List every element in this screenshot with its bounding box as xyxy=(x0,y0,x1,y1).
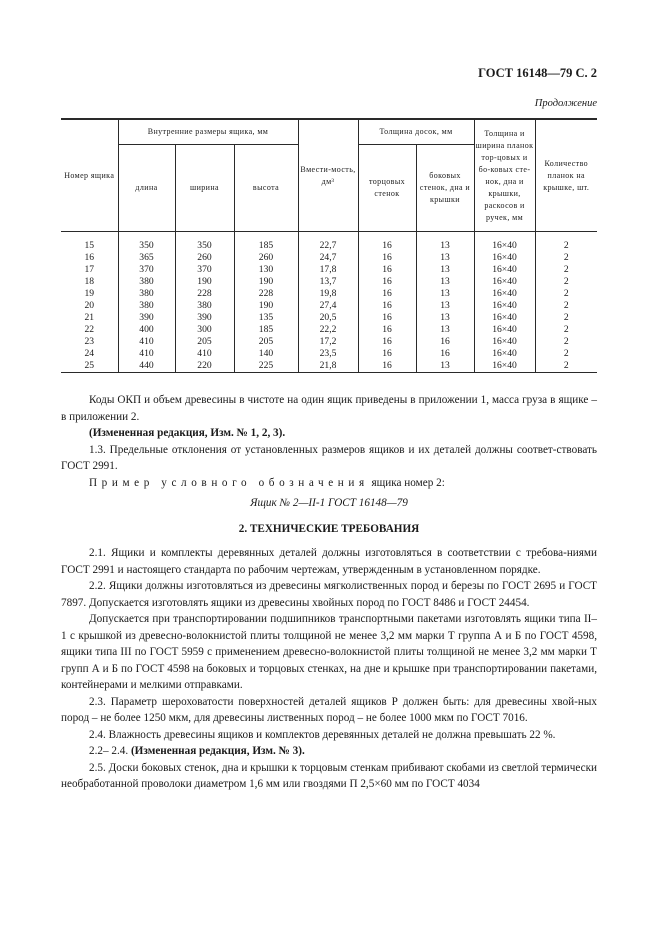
table-cell: 16 xyxy=(358,276,416,288)
table-cell: 16×40 xyxy=(474,324,535,336)
table-cell: 19,8 xyxy=(298,288,358,300)
paragraph-2-1: 2.1. Ящики и комплекты деревянных деталей должны изготовляться в соответствии с требова-ниями ГОСТ 2991 и настоящего стандарта по рабочим чертежам, утвержденным в установленном порядке. xyxy=(61,547,597,576)
table-row xyxy=(61,324,597,336)
table-cell: 300 xyxy=(175,324,234,336)
header-inner-dims: Внутренние размеры ящика, мм xyxy=(118,119,298,145)
header-capacity: Вмести-мость, дм³ xyxy=(298,119,358,232)
section-title: 2. ТЕХНИЧЕСКИЕ ТРЕБОВАНИЯ xyxy=(238,523,420,535)
table-cell: 350 xyxy=(175,240,234,252)
paragraph-2-5: 2.5. Доски боковых стенок, дна и крышки к торцовым стенкам прибивают скобами из светлой термически необработанной проволоки диаметром 1,6 мм или гвоздями П 2,5×60 мм по ГОСТ 4034 xyxy=(61,761,597,790)
table-cell: 2 xyxy=(535,264,597,276)
table-cell: 190 xyxy=(234,276,298,288)
table-row xyxy=(61,348,597,360)
table-cell: 2 xyxy=(535,336,597,348)
table-cell: 13 xyxy=(416,288,474,300)
table-spacer-row xyxy=(61,232,597,241)
table-cell: 13,7 xyxy=(298,276,358,288)
table-cell: 16×40 xyxy=(474,360,535,373)
table-cell: 13 xyxy=(416,264,474,276)
header-side-walls: боковых стенок, дна и крышки xyxy=(416,145,474,232)
table-cell: 23,5 xyxy=(298,348,358,360)
table-cell: 350 xyxy=(118,240,175,252)
table-cell: 19 xyxy=(84,288,95,299)
table-cell: 16×40 xyxy=(474,240,535,252)
table-cell: 390 xyxy=(175,312,234,324)
table-cell: 2 xyxy=(535,312,597,324)
table-cell: 23 xyxy=(84,336,95,347)
table-cell: 185 xyxy=(234,240,298,252)
table-cell: 24,7 xyxy=(298,252,358,264)
table-cell: 2 xyxy=(535,288,597,300)
example-rest: ящика номер 2: xyxy=(368,476,445,489)
table-cell: 260 xyxy=(175,252,234,264)
table-row xyxy=(61,252,597,264)
paragraph-transport: Допускается при транспортировании подшипников транспортными пакетами изготовлять ящики типа II–1 с крышкой из древесно-волокнистой плиты толщиной не менее 3,2 мм марки Т группа А и Б по ГОСТ 4598, ящики типа III по ГОСТ 5959 с применением древесно-волокнистой плиты толщиной не менее 3,2 мм марки Т групп А и Б по ГОСТ 4598 на боковых и торцовых стенках, на дне и крышке при транспортировании пакетами, контейнерами и мелкими отправками. xyxy=(61,613,597,691)
table-cell: 16×40 xyxy=(474,336,535,348)
header-number: Номер ящика xyxy=(61,119,118,232)
table-row xyxy=(61,336,597,348)
table-cell: 135 xyxy=(234,312,298,324)
header-plank-dims: Толщина и ширина планок тор-цовых и бо-ковых сте-нок, дна и крышки, раскосов и ручек, мм xyxy=(474,119,535,232)
table-cell: 16×40 xyxy=(474,264,535,276)
table-cell: 13 xyxy=(416,324,474,336)
paragraph-2-4: 2.4. Влажность древесины ящиков и комплектов деревянных деталей не должна превышать 22 %. xyxy=(89,728,556,741)
header-length: длина xyxy=(118,145,175,232)
table-cell: 13 xyxy=(416,240,474,252)
table-cell: 16 xyxy=(84,252,95,263)
table-cell: 2 xyxy=(535,300,597,312)
table-cell: 16 xyxy=(416,348,474,360)
table-cell: 365 xyxy=(118,252,175,264)
table-row xyxy=(61,240,597,252)
table-cell: 16×40 xyxy=(474,276,535,288)
header-width: ширина xyxy=(175,145,234,232)
table-cell: 2 xyxy=(535,324,597,336)
table-cell: 440 xyxy=(118,360,175,373)
table-body xyxy=(61,232,597,373)
paragraph-2-3: 2.3. Параметр шероховатости поверхностей деталей ящиков Р должен быть: для древесины хвой-ных пород – не более 1250 мкм, для древесины лиственных пород – не более 1000 мкм по ГОСТ 7016. xyxy=(61,695,597,724)
table-cell: 225 xyxy=(234,360,298,373)
paragraph-codes: Коды ОКП и объем древесины в чистоте на один ящик приведены в приложении 1, масса груза в ящике – в приложении 2. xyxy=(61,394,597,423)
table-cell: 130 xyxy=(234,264,298,276)
table-cell: 21,8 xyxy=(298,360,358,373)
table-cell: 220 xyxy=(175,360,234,373)
table-row xyxy=(61,264,597,276)
table-cell: 22 xyxy=(84,324,95,335)
table-cell: 16 xyxy=(358,240,416,252)
table-cell: 260 xyxy=(234,252,298,264)
table-cell: 228 xyxy=(234,288,298,300)
designation-block xyxy=(61,495,597,512)
table-row xyxy=(61,300,597,312)
table-cell: 16 xyxy=(416,336,474,348)
table-cell: 410 xyxy=(118,336,175,348)
paragraph-1-3: 1.3. Предельные отклонения от установленных размеров ящиков и их деталей должны соответ-ствовать ГОСТ 2991. xyxy=(61,443,597,472)
table-cell: 390 xyxy=(118,312,175,324)
header-end-walls: торцовых стенок xyxy=(358,145,416,232)
section-heading-block xyxy=(61,521,597,538)
table-cell: 400 xyxy=(118,324,175,336)
table-cell: 16 xyxy=(358,324,416,336)
table-cell: 380 xyxy=(118,300,175,312)
table-cell: 16×40 xyxy=(474,252,535,264)
continued-label: Продолжение xyxy=(534,98,597,109)
table-cell: 205 xyxy=(234,336,298,348)
table-cell: 22,7 xyxy=(298,240,358,252)
table-cell: 18 xyxy=(84,276,95,287)
table-cell: 25 xyxy=(61,360,118,373)
body-text-2 xyxy=(61,545,597,793)
table-cell: 16×40 xyxy=(474,300,535,312)
table-cell: 20,5 xyxy=(298,312,358,324)
table-cell: 17,2 xyxy=(298,336,358,348)
table-cell: 2 xyxy=(535,252,597,264)
table-cell: 17 xyxy=(84,264,95,275)
table-cell: 16 xyxy=(358,360,416,373)
table-cell: 21 xyxy=(84,312,95,323)
table-cell: 17,8 xyxy=(298,264,358,276)
table-cell: 22,2 xyxy=(298,324,358,336)
table-cell: 185 xyxy=(234,324,298,336)
table-cell: 2 xyxy=(535,276,597,288)
table-row xyxy=(61,312,597,324)
table-cell: 410 xyxy=(118,348,175,360)
table-cell: 16 xyxy=(358,312,416,324)
header-plank-count: Количество планок на крышке, шт. xyxy=(535,119,597,232)
amendment-range: 2.2– 2.4. xyxy=(89,745,131,757)
table-cell: 13 xyxy=(416,300,474,312)
table-cell: 205 xyxy=(175,336,234,348)
table-cell: 380 xyxy=(118,288,175,300)
paragraph-amendment-1: (Измененная редакция, Изм. № 1, 2, 3). xyxy=(89,427,286,439)
table-cell: 16 xyxy=(358,348,416,360)
table-cell: 380 xyxy=(118,276,175,288)
table-cell: 16×40 xyxy=(474,312,535,324)
table-cell: 370 xyxy=(175,264,234,276)
table-cell: 140 xyxy=(234,348,298,360)
table-cell: 13 xyxy=(416,312,474,324)
table-cell: 2 xyxy=(535,360,597,373)
page-header: ГОСТ 16148—79 С. 2 xyxy=(478,66,597,80)
table-cell: 410 xyxy=(175,348,234,360)
table-cell: 13 xyxy=(416,276,474,288)
box-dimensions-table xyxy=(61,118,597,373)
table-cell: 20 xyxy=(84,300,95,311)
table-cell: 16 xyxy=(358,300,416,312)
table-cell: 16×40 xyxy=(474,348,535,360)
table-row xyxy=(61,276,597,288)
table-cell: 2 xyxy=(535,348,597,360)
paragraph-example xyxy=(61,475,597,492)
table-cell: 16×40 xyxy=(474,288,535,300)
paragraph-amendment-3 xyxy=(61,743,597,760)
paragraph-2-2: 2.2. Ящики должны изготовляться из древесины мягколиственных пород и березы по ГОСТ 2695 и ГОСТ 7897. Допускается изготовлять ящики из древесины хвойных пород по ГОСТ 8486 и ГОСТ 24454. xyxy=(61,580,597,609)
amendment-note: (Измененная редакция, Изм. № 3). xyxy=(130,745,305,757)
table-cell: 2 xyxy=(535,240,597,252)
example-label: Пример условного обозначения xyxy=(89,476,369,489)
table-cell: 13 xyxy=(416,360,474,373)
table-cell: 228 xyxy=(175,288,234,300)
table-cell: 16 xyxy=(358,336,416,348)
header-board-thickness: Толщина досок, мм xyxy=(358,119,474,145)
table-cell: 190 xyxy=(175,276,234,288)
table-cell: 16 xyxy=(358,288,416,300)
body-text-1 xyxy=(61,392,597,491)
header-height: высота xyxy=(234,145,298,232)
table-cell: 380 xyxy=(175,300,234,312)
table-cell: 16 xyxy=(358,264,416,276)
table-cell: 15 xyxy=(84,240,95,251)
table-row xyxy=(61,288,597,300)
designation-example: Ящик № 2—II-1 ГОСТ 16148—79 xyxy=(250,497,408,509)
table-row xyxy=(61,360,597,373)
table-cell: 13 xyxy=(416,252,474,264)
table-cell: 16 xyxy=(358,252,416,264)
table-cell: 27,4 xyxy=(298,300,358,312)
table-cell: 370 xyxy=(118,264,175,276)
table-cell: 190 xyxy=(234,300,298,312)
table-cell: 24 xyxy=(84,348,95,359)
